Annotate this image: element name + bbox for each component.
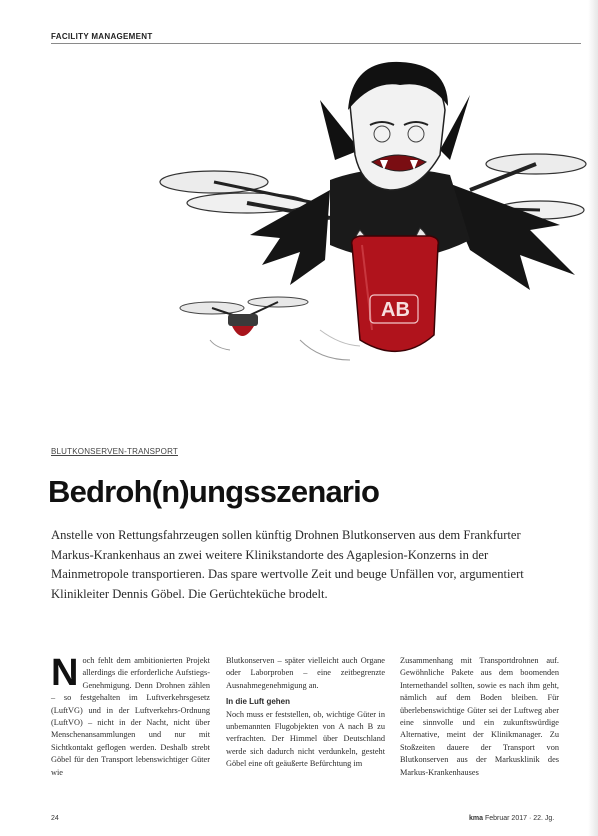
body-column-1: [51, 652, 210, 779]
subheading: In die Luft gehen: [226, 697, 290, 707]
body-column-2: [226, 655, 385, 771]
small-drone-icon: [180, 297, 308, 350]
article-lead: Anstelle von Rettungsfahrzeugen sollen künftig Drohnen Blutkonserven aus dem Frankfurter Markus-Krankenhaus an zwei weitere Klinikstandorte des Agaplesion-Konzerns in der Mainmetropole transportieren. Das spare wertvolle Zeit und beuge Unfällen vor, argumentiert Klinikleiter Dennis Göbel. Die Gerüchteküche brodelt.: [51, 528, 524, 601]
drop-cap: N: [51, 652, 79, 694]
body-text: och fehlt dem ambitionierten Projekt allerdings die erforderliche Aufstiegs-Genehmigung. Denn Drohnen zählen – so festgehalten im Luftverkehrsgesetz (LuftVG) und in der Luftverkehrs-Ordnung (LuftVO) – nicht in der Nacht, nicht über Menschenansammlungen und nur mit Sichtkontakt geflogen werden. Deshalb strebt Göbel für den Transport lebenswichtiger Güter wie: [51, 656, 210, 777]
article-kicker: BLUTKONSERVEN-TRANSPORT: [51, 447, 178, 456]
section-label: FACILITY MANAGEMENT: [51, 32, 153, 41]
blood-bag-label: AB: [381, 299, 410, 321]
body-text: Zusammenhang mit Transportdrohnen auf. Gewöhnliche Pakete aus dem boomenden Internethandel sollten, sowie es nach ihm geht, nämlich auf dem Boden bleiben. Für überlebenswichtige Güter sei der Luftweg aber eine sinnvolle und ein zukunftswürdige Alternative, meint der Klinikmanager. Zu Stoßzeiten dauere der Transport von Blutkonserven aus der Markusklinik des Markus-Krankenhauses: [400, 656, 559, 777]
page-number: 24: [51, 815, 59, 822]
article-title: Bedroh(n)ungsszenario: [48, 474, 380, 509]
magazine-name: kma: [469, 815, 484, 822]
blood-bag-icon: [352, 236, 439, 351]
vampire-head-icon: [348, 62, 448, 190]
body-text: Blutkonserven – später vielleicht auch Organe oder Laborproben – eine zeitbegrenzte Ausnahmegenehmigung an.: [226, 656, 385, 690]
vampire-drone-illustration: [0, 40, 598, 400]
body-text: Noch muss er feststellen, ob, wichtige Güter in unbemannten Flugobjekten von A nach B zu verfrachten. Der Himmel über Deutschland werde sich dadurch nicht verdunkeln, gesteht Göbel eine oft geäußerte Befürchtung im: [226, 709, 385, 769]
footer-issue: [469, 815, 554, 822]
issue-info: Februar 2017 · 22. Jg.: [484, 815, 555, 822]
body-column-3: [400, 655, 559, 779]
